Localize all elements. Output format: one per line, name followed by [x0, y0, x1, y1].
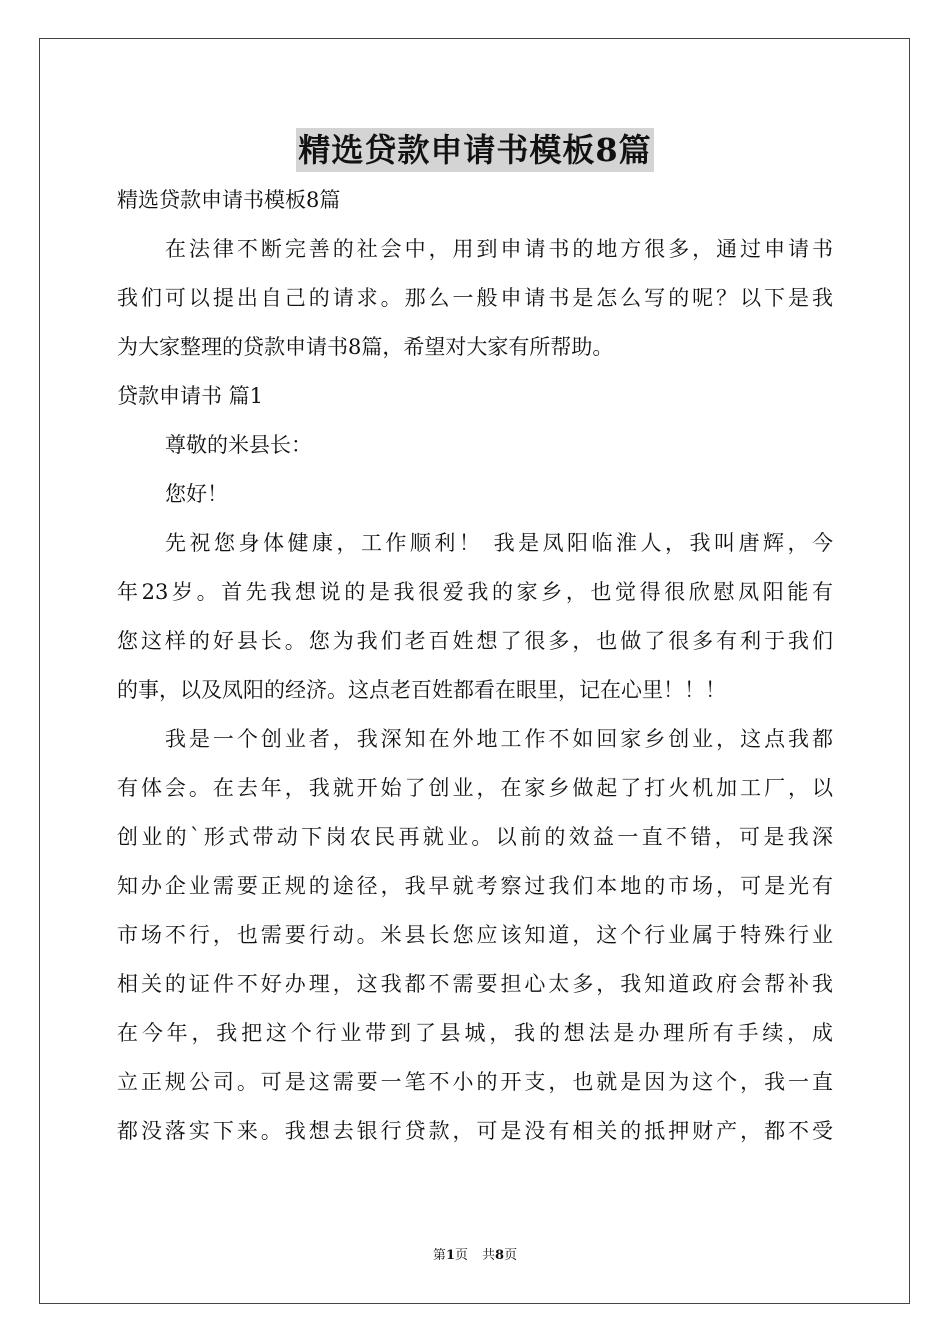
- title-wrap: [0, 128, 950, 172]
- text-line: 相关的证件不好办理，这我都不需要担心太多，我知道政府会帮补我: [117, 972, 833, 996]
- text-line: 都没落实下来。我想去银行贷款，可是没有相关的抵押财产，都不受: [117, 1119, 833, 1143]
- text-line: 精选贷款申请书模板8篇: [117, 188, 341, 212]
- text-line: 在今年，我把这个行业带到了县城，我的想法是办理所有手续，成: [117, 1021, 833, 1045]
- text-line: 知办企业需要正规的途径，我早就考察过我们本地的市场，可是光有: [117, 874, 833, 898]
- page-suffix: 页: [454, 1248, 468, 1263]
- text-line: 创业的`形式带动下岗农民再就业。以前的效益一直不错，可是我深: [117, 825, 833, 849]
- total-suffix: 页: [504, 1248, 518, 1263]
- text-line: 您好！: [165, 482, 228, 506]
- text-line: 我们可以提出自己的请求。那么一般申请书是怎么写的呢？以下是我: [117, 286, 833, 310]
- text-line: 贷款申请书 篇1: [117, 384, 264, 408]
- text-line: 有体会。在去年，我就开始了创业，在家乡做起了打火机加工厂，以: [117, 776, 833, 800]
- text-line: 年23岁。首先我想说的是我很爱我的家乡，也觉得很欣慰凤阳能有: [117, 580, 833, 604]
- text-line: 的事，以及凤阳的经济。这点老百姓都看在眼里，记在心里！！！: [117, 678, 726, 702]
- text-line: 为大家整理的贷款申请书8篇，希望对大家有所帮助。: [117, 335, 614, 359]
- total-prefix: 共: [482, 1248, 496, 1263]
- text-line: 立正规公司。可是这需要一笔不小的开支，也就是因为这个，我一直: [117, 1070, 833, 1094]
- document-body: [117, 176, 833, 1156]
- text-line: 在法律不断完善的社会中，用到申请书的地方很多，通过申请书: [165, 237, 833, 261]
- text-line: 先祝您身体健康，工作顺利！ 我是凤阳临淮人，我叫唐辉，今: [165, 531, 833, 555]
- total-pages: 8: [495, 1248, 505, 1263]
- text-line: 尊敬的米县长：: [165, 433, 312, 457]
- page-footer: [0, 1246, 950, 1266]
- page-prefix: 第: [432, 1248, 446, 1263]
- text-line: 您这样的好县长。您为我们老百姓想了很多，也做了很多有利于我们: [117, 629, 833, 653]
- text-line: 市场不行，也需要行动。米县长您应该知道，这个行业属于特殊行业: [117, 923, 833, 947]
- page-number: 1: [445, 1248, 455, 1263]
- document-title: 精选贷款申请书模板8篇: [296, 128, 653, 172]
- text-line: 我是一个创业者，我深知在外地工作不如回家乡创业，这点我都: [165, 727, 833, 751]
